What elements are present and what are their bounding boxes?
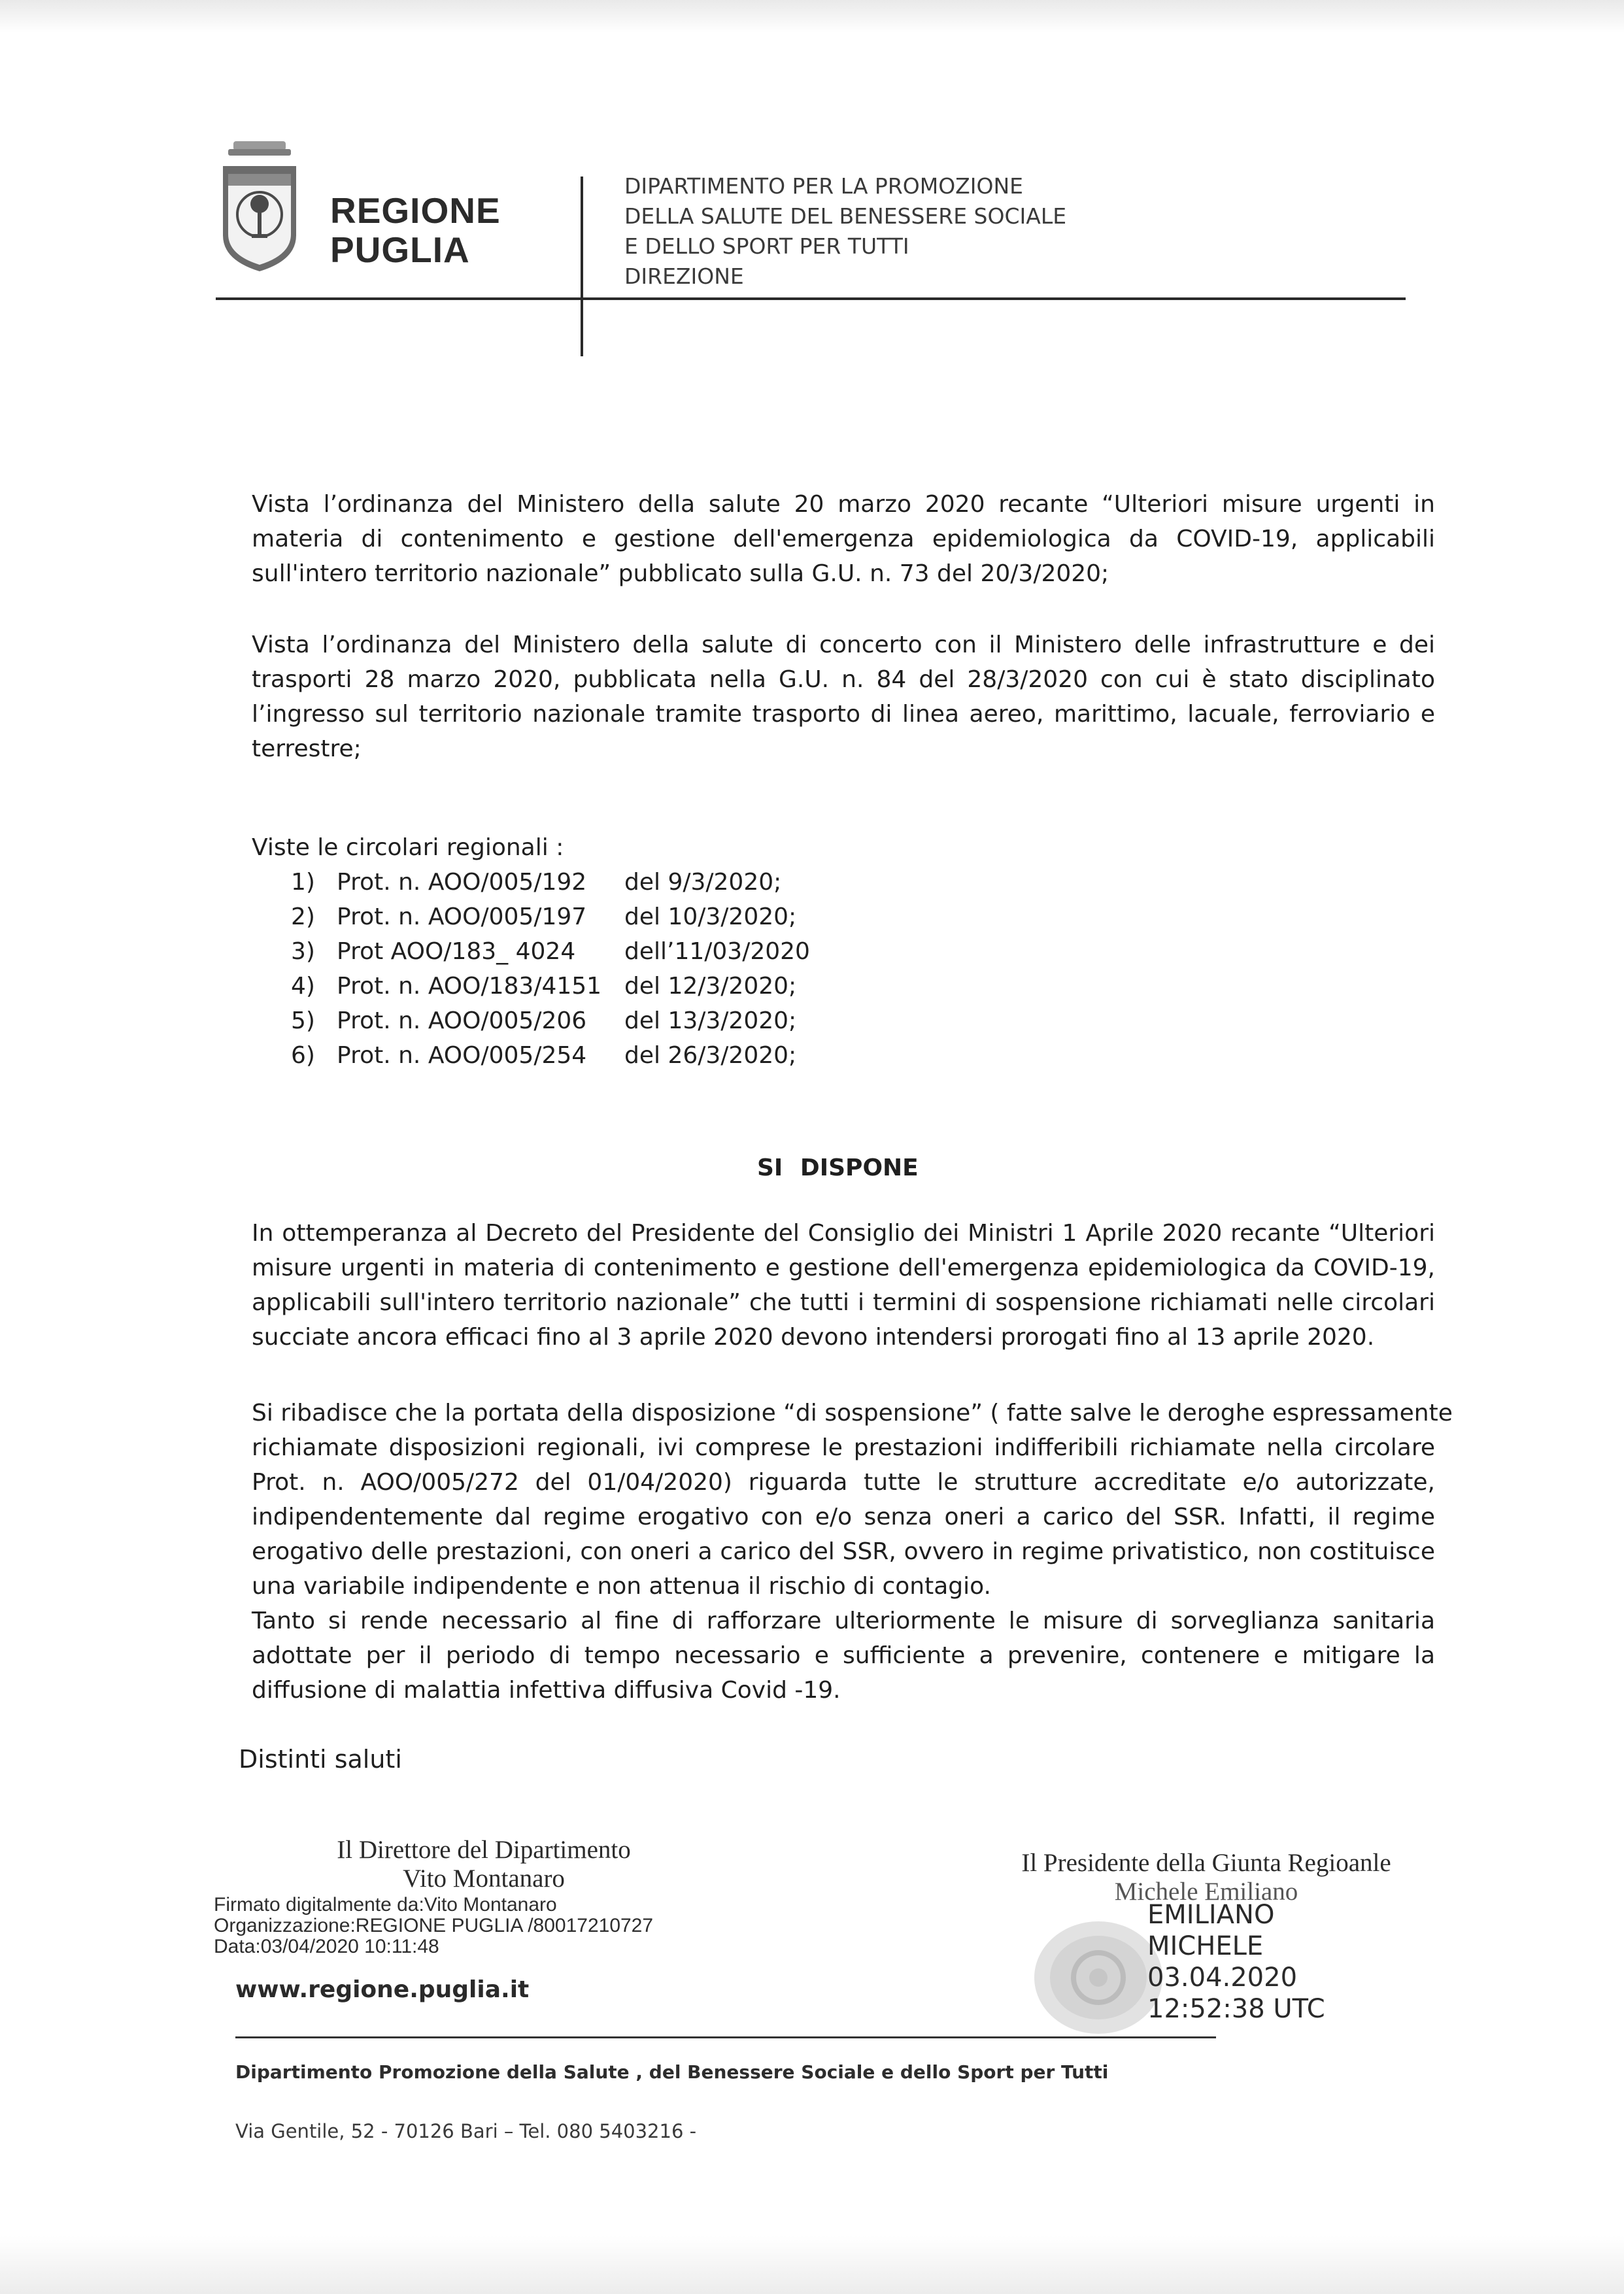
scan-shadow-bottom [0,2236,1624,2294]
department-line: DIREZIONE [624,263,744,289]
text-line: Prot. n. AOO/005/272 del 01/04/2020) riguarda tutte le strutture accreditate e/o autorizzate, [252,1469,1435,1496]
brand-line-1: REGIONE [330,190,501,231]
text-line: trasporti 28 marzo 2020, pubblicata nella G.U. n. 84 del 28/3/2020 con cui è stato disciplinato [252,666,1435,693]
protocol-item [291,1004,810,1038]
text-line: Vista l’ordinanza del Ministero della salute di concerto con il Ministero delle infrastrutture e dei [252,632,1435,658]
circolari-intro: Viste le circolari regionali : [252,834,564,861]
protocol-item [291,1038,810,1073]
text-line: una variabile indipendente e non attenua il rischio di contagio. [252,1573,991,1600]
text-line: richiamate disposizioni regionali, ivi comprese le prestazioni indifferibili richiamate nella circolare [252,1434,1435,1461]
text-line: l’ingresso sul territorio nazionale tramite trasporto di linea aereo, marittimo, lacuale, ferroviario e [252,701,1435,728]
text-line: adottate per il periodo di tempo necessario e sufficiente a prevenire, contenere e mitigare la [252,1642,1435,1669]
protocol-date: del 12/3/2020; [624,973,797,1000]
website-link[interactable]: www.regione.puglia.it [235,1976,530,2003]
department-block [624,171,1066,292]
text-line: misure urgenti in materia di contenimento e gestione dell'emergenza epidemiologica da COVID-19, [252,1255,1435,1281]
department-line: DELLA SALUTE DEL BENESSERE SOCIALE [624,203,1067,229]
text-line: materia di contenimento e gestione dell'emergenza epidemiologica da COVID-19, applicabili [252,526,1435,552]
protocol-code: Prot. n. AOO/005/192 [337,869,587,896]
protocol-number: 3) [291,938,315,965]
protocol-number: 1) [291,869,315,896]
stamp-line: 03.04.2020 [1147,1963,1298,1993]
protocol-list [291,865,810,1073]
protocol-number: 4) [291,973,315,1000]
scan-shadow-top [0,0,1624,33]
president-name: Michele Emiliano [1114,1878,1298,1906]
digital-signature-line: Firmato digitalmente da:Vito Montanaro [214,1894,557,1915]
text-line: Si ribadisce che la portata della disposizione “di sospensione” ( fatte salve le deroghe espressamente [252,1400,1453,1426]
protocol-date: del 13/3/2020; [624,1007,797,1034]
paragraph-sospensione [252,1396,1453,1708]
text-line: Vista l’ordinanza del Ministero della salute 20 marzo 2020 recante “Ulteriori misure urgenti in [252,491,1435,518]
protocol-item [291,900,810,934]
paragraph-dpcm [252,1216,1435,1355]
protocol-code: Prot. n. AOO/005/206 [337,1007,587,1034]
text-line: applicabili sull'intero territorio nazionale” che tutti i termini di sospensione richiamati nelle circolari [252,1289,1435,1316]
footer-rule [235,2036,1216,2038]
footer-address: Via Gentile, 52 - 70126 Bari – Tel. 080 5403216 - [235,2120,697,2142]
text-line: Tanto si rende necessario al fine di rafforzare ulteriormente le misure di sorveglianza sanitaria [252,1608,1435,1634]
protocol-item [291,969,810,1004]
text-line: erogativo delle prestazioni, con oneri a carico del SSR, ovvero in regime privatistico, non costituisce [252,1538,1435,1565]
seal-icon [1030,1915,1167,2040]
text-line: sull'intero territorio nazionale” pubblicato sulla G.U. n. 73 del 20/3/2020; [252,560,1109,587]
protocol-date: del 10/3/2020; [624,903,797,930]
closing-salutation: Distinti saluti [239,1745,402,1774]
digital-signature-info [214,1895,653,1957]
stamp-line: EMILIANO [1147,1900,1275,1930]
protocol-item [291,865,810,900]
department-line: E DELLO SPORT PER TUTTI [624,233,909,259]
brand-name [330,191,501,269]
text-line: terrestre; [252,735,362,762]
header-vertical-rule [581,177,583,356]
director-title: Il Direttore del Dipartimento [337,1836,631,1864]
director-name: Vito Montanaro [403,1864,565,1893]
protocol-code: Prot. n. AOO/005/254 [337,1042,587,1069]
protocol-date: del 26/3/2020; [624,1042,797,1069]
text-line: succiate ancora efficaci fino al 3 aprile 2020 devono intendersi prorogati fino al 13 aprile 2020. [252,1324,1375,1351]
text-line: diffusione di malattia infettiva diffusiva Covid -19. [252,1677,841,1704]
paragraph-ordinanza-28-marzo [252,628,1435,766]
text-line: indipendentemente dal regime erogativo con e/o senza oneri a carico del SSR. Infatti, il regime [252,1504,1435,1530]
protocol-code: Prot. n. AOO/183/4151 [337,973,602,1000]
protocol-date: del 9/3/2020; [624,869,782,896]
protocol-code: Prot AOO/183_ 4024 [337,938,576,965]
coat-of-arms-icon [219,137,301,275]
section-heading: SI DISPONE [757,1155,919,1181]
footer-department: Dipartimento Promozione della Salute , del Benessere Sociale e dello Sport per Tutti [235,2061,1109,2083]
digital-signature-line: Organizzazione:REGIONE PUGLIA /80017210727 [214,1915,654,1936]
protocol-item [291,934,810,969]
header-horizontal-rule [216,297,1406,300]
brand-line-2: PUGLIA [330,229,470,270]
protocol-code: Prot. n. AOO/005/197 [337,903,587,930]
stamp-line: 12:52:38 UTC [1147,1994,1325,2024]
protocol-number: 2) [291,903,315,930]
department-line: DIPARTIMENTO PER LA PROMOZIONE [624,173,1024,199]
protocol-number: 5) [291,1007,315,1034]
text-line: In ottemperanza al Decreto del Presidente del Consiglio dei Ministri 1 Aprile 2020 recante “Ulteriori [252,1220,1435,1247]
paragraph-ordinanza-20-marzo [252,487,1435,591]
president-title: Il Presidente della Giunta Regioanle [1021,1849,1391,1877]
stamp-line: MICHELE [1147,1931,1264,1961]
protocol-number: 6) [291,1042,315,1069]
signature-stamp [1147,1899,1325,2025]
digital-signature-line: Data:03/04/2020 10:11:48 [214,1936,439,1957]
protocol-date: dell’11/03/2020 [624,938,810,965]
